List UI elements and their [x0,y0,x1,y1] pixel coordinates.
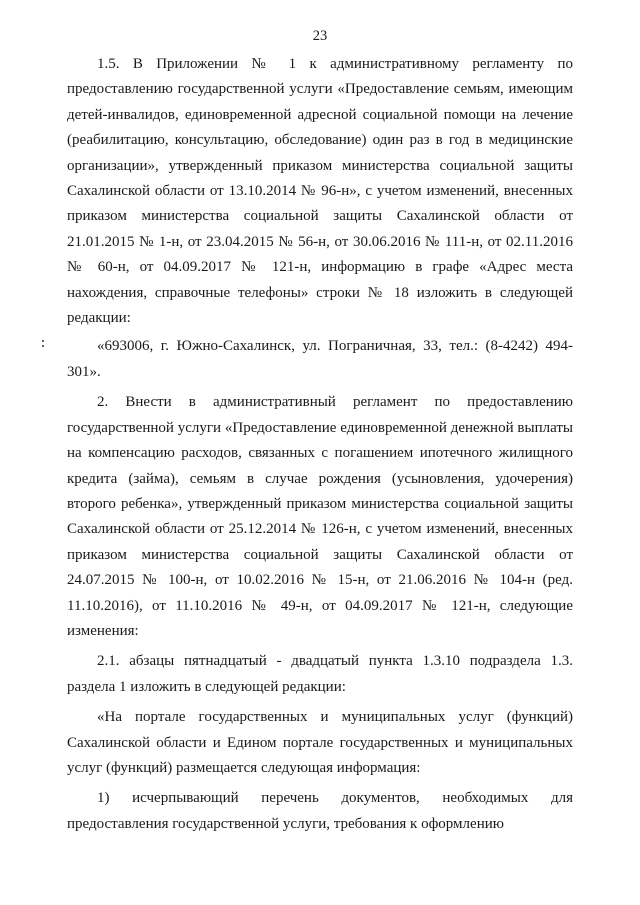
page-number: 23 [312,28,328,44]
scan-artifact [42,340,45,348]
paragraph-2-1: 2.1. абзацы пятнадцатый - двадцатый пункта 1.3.10 подраздела 1.3. раздела 1 изложить в следующей редакции: [67,653,573,695]
paragraph-address: «693006, г. Южно-Сахалинск, ул. Пограничная, 33, тел.: (8-4242) 494-301». [67,338,573,380]
paragraph-portal-info: «На портале государственных и муниципальных услуг (функций) Сахалинской области и Едином портале государственных и муниципальных услуг (функций) размещается следующая информация: [67,709,573,776]
list-item-1: 1) исчерпывающий перечень документов, необходимых для предоставления государственной услуги, требования к оформлению [67,790,573,832]
document-body [67,52,573,837]
paragraph-2: 2. Внести в административный регламент по предоставлению государственной услуги «Предоставление единовременной денежной выплаты на компенсацию расходов, связанных с погашением ипотечного жилищного кредита (займа), семьям в случае рождения (усыновления, удочерения) второго ребенка», утвержденный приказом министерства социальной защиты Сахалинской области от 25.12.2014 № 126-н, с учетом изменений, внесенных приказом министерства социальной защиты Сахалинской области от 24.07.2015 № 100-н, от 10.02.2016 № 15-н, от 21.06.2016 № 104-н (ред. 11.10.2016), от 11.10.2016 № 49-н, от 04.09.2017 № 121-н, следующие изменения: [67,394,573,639]
paragraph-1-5: 1.5. В Приложении № 1 к административному регламенту по предоставлению государственной услуги «Предоставление семьям, имеющим детей-инвалидов, единовременной адресной социальной помощи на лечение (реабилитацию, консультацию, обследование) один раз в год в медицинские организации», утвержденный приказом министерства социальной защиты Сахалинской области от 13.10.2014 № 96-н», с учетом изменений, внесенных приказом министерства социальной защиты Сахалинской области от 21.01.2015 № 1-н, от 23.04.2015 № 56-н, от 30.06.2016 № 111-н, от 02.11.2016 № 60-н, от 04.09.2017 № 121-н, информацию в графе «Адрес места нахождения, справочные телефоны» строки № 18 изложить в следующей редакции: [67,56,573,327]
